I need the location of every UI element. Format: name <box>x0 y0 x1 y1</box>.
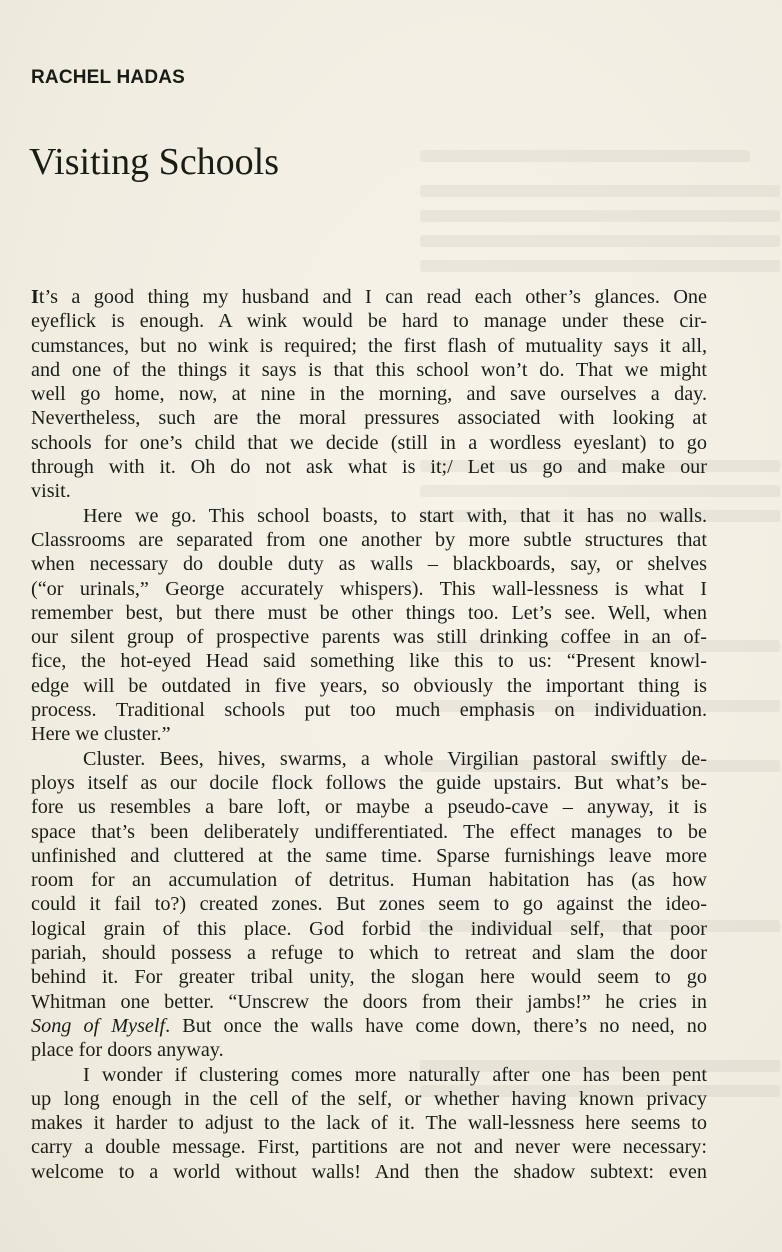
text-line: pariah, should possess a refuge to which to retreat and slam the door <box>31 942 707 965</box>
text-line: up long enough in the cell of the self, or whether having known privacy <box>31 1087 707 1110</box>
text-line: Here we go. This school boasts, to start with, that it has no walls. <box>83 504 707 527</box>
text-line: well go home, now, at nine in the morning, and save ourselves a day. <box>31 383 707 406</box>
text-line: remember best, but there must be other things too. Let’s see. Well, when <box>31 601 707 624</box>
text-line: Nevertheless, such are the moral pressures associated with looking at <box>31 407 707 430</box>
text-line: I wonder if clustering comes more naturally after one has been pent <box>83 1063 707 1086</box>
text-line: room for an accumulation of detritus. Human habitation has (as how <box>31 869 707 892</box>
text-line: Cluster. Bees, hives, swarms, a whole Virgilian pastoral swiftly de- <box>83 747 707 770</box>
text-line: schools for one’s child that we decide (still in a wordless eyeslant) to go <box>31 431 707 454</box>
text-line: could it fail to?) created zones. But zones seem to go against the ideo- <box>31 893 707 916</box>
paragraph-4 <box>31 1063 707 1184</box>
text-line: process. Traditional schools put too much emphasis on individuation. <box>31 699 707 722</box>
text-line: edge will be outdated in five years, so obviously the important thing is <box>31 674 707 697</box>
text-line: unfinished and cluttered at the same time. Sparse furnishings leave more <box>31 844 707 867</box>
text-line: behind it. For greater tribal unity, the slogan here would seem to go <box>31 966 707 989</box>
text-line-with-book-title <box>31 1014 707 1038</box>
text-line: through with it. Oh do not ask what is it;/ Let us go and make our <box>31 456 707 479</box>
text-line: space that’s been deliberately undifferentiated. The effect manages to be <box>31 820 707 843</box>
text-line: It’s a good thing my husband and I can read each other’s glances. One <box>31 286 707 308</box>
book-title: Song of Myself <box>31 1014 166 1037</box>
running-head-author: RACHEL HADAS <box>31 67 186 88</box>
paragraph-1 <box>31 285 707 504</box>
paragraph-2 <box>31 504 707 747</box>
text-line: eyeflick is enough. A wink would be hard to manage under these cir- <box>31 310 707 333</box>
paragraph-3 <box>31 747 707 1063</box>
text-line: cumstances, but no wink is required; the first flash of mutuality says it all, <box>31 334 707 357</box>
text-line: carry a double message. First, partitions are not and never were necessary: <box>31 1136 707 1159</box>
text-line: makes it harder to adjust to the lack of it. The wall-lessness here seems to <box>31 1112 707 1135</box>
text-line: and one of the things it says is that this school won’t do. That we might <box>31 358 707 381</box>
text-line: place for doors anyway. <box>31 1039 224 1062</box>
text-line: when necessary do double duty as walls – blackboards, say, or shelves <box>31 553 707 576</box>
text-line: Whitman one better. “Unscrew the doors from their jambs!” he cries in <box>31 990 707 1013</box>
text-line: visit. <box>31 480 71 503</box>
text-line: (“or urinals,” George accurately whispers). This wall-lessness is what I <box>31 577 707 600</box>
text-line: fice, the hot-eyed Head said something like this to us: “Present knowl- <box>31 650 707 673</box>
text-line: logical grain of this place. God forbid the individual self, that poor <box>31 917 707 940</box>
essay-title: Visiting Schools <box>29 141 280 183</box>
essay-body <box>31 285 707 1184</box>
text-line: welcome to a world without walls! And then the shadow subtext: even <box>31 1160 707 1183</box>
text-line: fore us resembles a bare loft, or maybe a pseudo-cave – anyway, it is <box>31 796 707 819</box>
text-line: ploys itself as our docile flock follows the guide upstairs. But what’s be- <box>31 771 707 794</box>
text-line: Here we cluster.” <box>31 723 171 746</box>
text-line: Classrooms are separated from one another by more subtle structures that <box>31 528 707 551</box>
text-line-rest: . But once the walls have come down, there’s no need, no <box>165 1014 707 1037</box>
text-line: our silent group of prospective parents was still drinking coffee in an of- <box>31 626 707 649</box>
